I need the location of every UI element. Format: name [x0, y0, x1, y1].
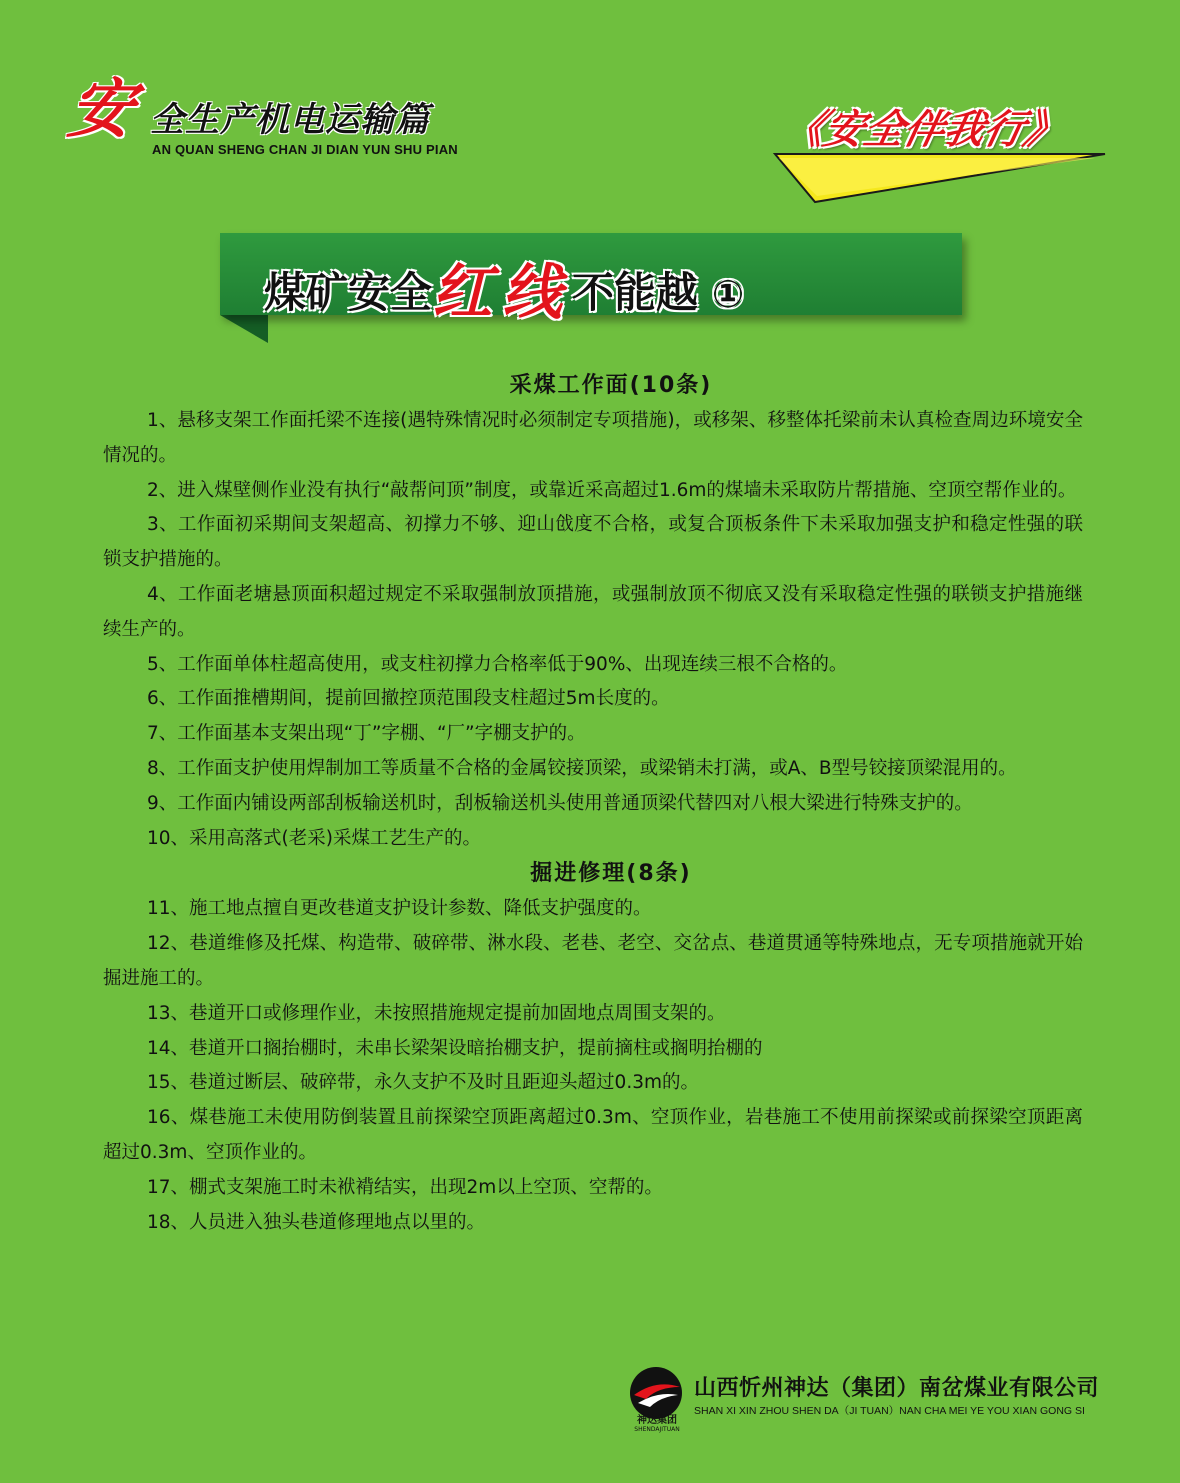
rule-item: 8、工作面支护使用焊制加工等质量不合格的金属铰接顶梁，或梁销未打满，或A、B型号铰接顶梁混用的。 — [147, 757, 1017, 779]
logo-text: 神达集团 — [637, 1415, 677, 1426]
title-banner — [220, 233, 962, 328]
rule-item: 4、工作面老塘悬顶面积超过规定不采取强制放顶措施，或强制放顶不彻底又没有采取稳定性强的联锁支护措施继续生产的。 — [103, 583, 1083, 640]
rule-item: 2、进入煤壁侧作业没有执行“敲帮问顶”制度，或靠近采高超过1.6m的煤墙未采取防片帮措施、空顶空帮作业的。 — [147, 479, 1077, 501]
slogan-badge — [755, 92, 1135, 204]
rule-item: 18、人员进入独头巷道修理地点以里的。 — [147, 1211, 486, 1233]
rule-item: 9、工作面内铺设两部刮板输送机时，刮板输送机头使用普通顶梁代替四对八根大梁进行特殊支护的。 — [147, 792, 973, 814]
company-pinyin: SHAN XI XIN ZHOU SHEN DA（JI TUAN）NAN CHA MEI YE YOU XIAN GONG SI — [694, 1405, 1085, 1417]
rule-item: 17、棚式支架施工时未袱褙结实，出现2m以上空顶、空帮的。 — [147, 1176, 663, 1198]
rule-item: 13、巷道开口或修理作业，未按照措施规定提前加固地点周围支架的。 — [147, 1002, 726, 1024]
rule-item: 3、工作面初采期间支架超高、初撑力不够、迎山戗度不合格，或复合顶板条件下未采取加强支护和稳定性强的联锁支护措施的。 — [103, 514, 1083, 571]
rule-item: 5、工作面单体柱超高使用，或支柱初撑力合格率低于90%、出现连续三根不合格的。 — [147, 653, 848, 675]
header-title-first-char: 安 — [63, 72, 139, 147]
footer — [628, 1365, 1148, 1435]
company-logo-icon — [628, 1365, 684, 1421]
banner-fold — [220, 315, 270, 345]
logo-subtext: SHENDAJITUAN — [634, 1426, 680, 1433]
rule-item: 10、采用高落式(老采)采煤工艺生产的。 — [147, 827, 481, 849]
rule-item: 14、巷道开口搁抬棚时，未串长梁架设暗抬棚支护，提前摘柱或搁明抬棚的 — [147, 1037, 763, 1059]
banner-prefix: 煤矿安全 — [264, 268, 433, 317]
header-pinyin: AN QUAN SHENG CHAN JI DIAN YUN SHU PIAN — [152, 142, 458, 157]
rule-item: 6、工作面推槽期间，提前回撤控顶范围段支柱超过5m长度的。 — [147, 688, 670, 710]
banner-number: ① — [712, 272, 745, 316]
slogan-text: 《安全伴我行》 — [779, 107, 1070, 153]
rule-item: 1、悬移支架工作面托梁不连接(遇特殊情况时必须制定专项措施)，或移架、移整体托梁前未认真检查周边环境安全情况的。 — [103, 410, 1083, 466]
rule-item: 12、巷道维修及托煤、构造带、破碎带、淋水段、老巷、老空、交岔点、巷道贯通等特殊地点，无专项措施就开始掘进施工的。 — [103, 933, 1083, 989]
section-title: 采煤工作面(10条) — [509, 373, 713, 398]
rule-item: 15、巷道过断层、破碎带，永久支护不及时且距迎头超过0.3m的。 — [147, 1072, 699, 1094]
rule-item: 11、施工地点擅自更改巷道支护设计参数、降低支护强度的。 — [147, 898, 652, 920]
rules-content — [103, 368, 1083, 1240]
banner-suffix: 不能越 — [572, 268, 699, 317]
rule-item: 7、工作面基本支架出现“丁”字棚、“厂”字棚支护的。 — [147, 723, 586, 745]
header-title-text: 全生产机电运输篇 — [150, 100, 430, 140]
company-name: 山西忻州神达（集团）南岔煤业有限公司 — [694, 1376, 1100, 1401]
banner-title — [264, 245, 744, 331]
rule-item: 16、煤巷施工未使用防倒装置且前探梁空顶距离超过0.3m、空顶作业，岩巷施工不使用前探梁或前探梁空顶距离超过0.3m、空顶作业的。 — [103, 1107, 1083, 1163]
section-title: 掘进修理(8条) — [530, 861, 692, 887]
banner-highlight: 红线 — [432, 258, 573, 328]
